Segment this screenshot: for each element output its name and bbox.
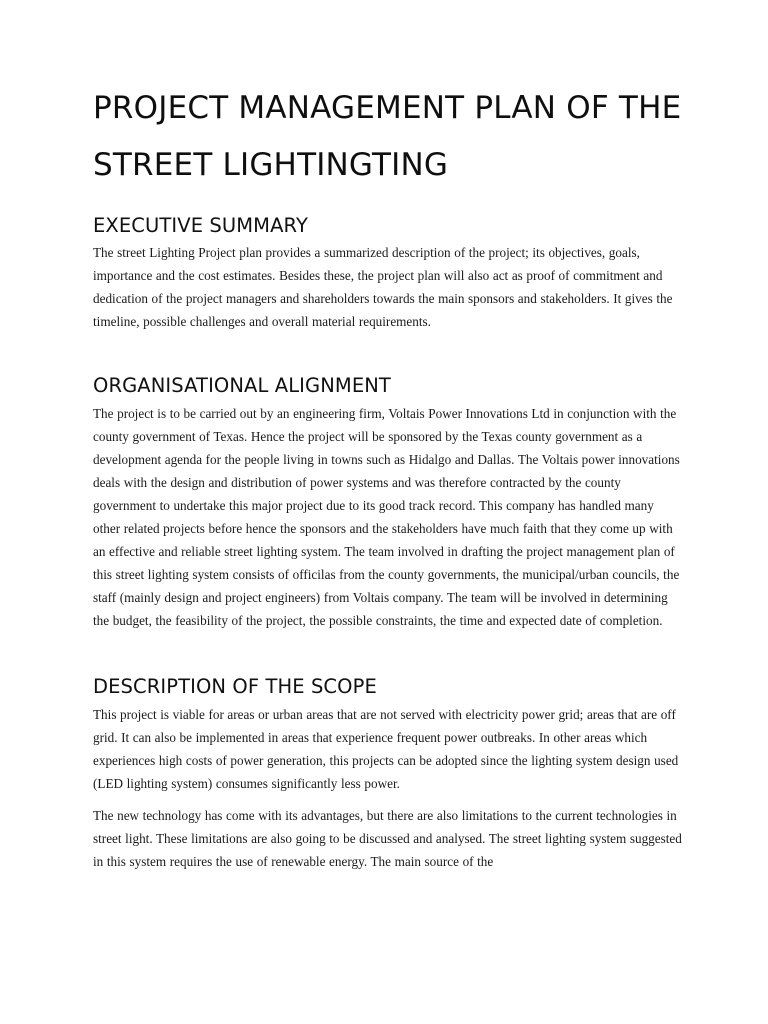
document-title: PROJECT MANAGEMENT PLAN OF THE STREET LIGHTINGTING bbox=[93, 90, 682, 183]
paragraph-executive-summary: The street Lighting Project plan provides a summarized description of the project; its objectives, goals, importance and the cost estimates. Besides these, the project plan will also act as proof of commitment and dedication of the project managers and shareholders towards the main sponsors and stakeholders. It gives the timeline, possible challenges and overall material requirements. bbox=[93, 245, 673, 329]
paragraph-scope-2: The new technology has come with its advantages, but there are also limitations to the current technologies in street light. These limitations are also going to be discussed and analysed. The street lighting system suggested in this system requires the use of renewable energy. The main source of the bbox=[93, 808, 682, 869]
document-body bbox=[93, 80, 683, 873]
section-heading-executive-summary: EXECUTIVE SUMMARY bbox=[93, 214, 308, 237]
paragraph-scope-1: This project is viable for areas or urban areas that are not served with electricity power grid; areas that are off grid. It can also be implemented in areas that experience frequent power outbreaks. In other areas which experiences high costs of power generation, this projects can be adopted since the lighting system design used (LED lighting system) consumes significantly less power. bbox=[93, 707, 679, 791]
section-heading-organisational-alignment: ORGANISATIONAL ALIGNMENT bbox=[93, 374, 391, 397]
paragraph-organisational-alignment: The project is to be carried out by an engineering firm, Voltais Power Innovations Ltd in conjunction with the county government of Texas. Hence the project will be sponsored by the Texas county government as a development agenda for the people living in towns such as Hidalgo and Dallas. The Voltais power innovations deals with the design and distribution of power systems and was therefore contracted by the county government to undertake this major project due to its good track record. This company has handled many other related projects before hence the sponsors and the stakeholders have much faith that they come up with an effective and reliable street lighting system. The team involved in drafting the project management plan of this street lighting system consists of officilas from the county governments, the municipal/urban councils, the staff (mainly design and project engineers) from Voltais company. The team will be involved in determining the budget, the feasibility of the project, the possible constraints, the time and expected date of completion. bbox=[93, 406, 680, 628]
section-heading-description-of-scope: DESCRIPTION OF THE SCOPE bbox=[93, 675, 377, 698]
